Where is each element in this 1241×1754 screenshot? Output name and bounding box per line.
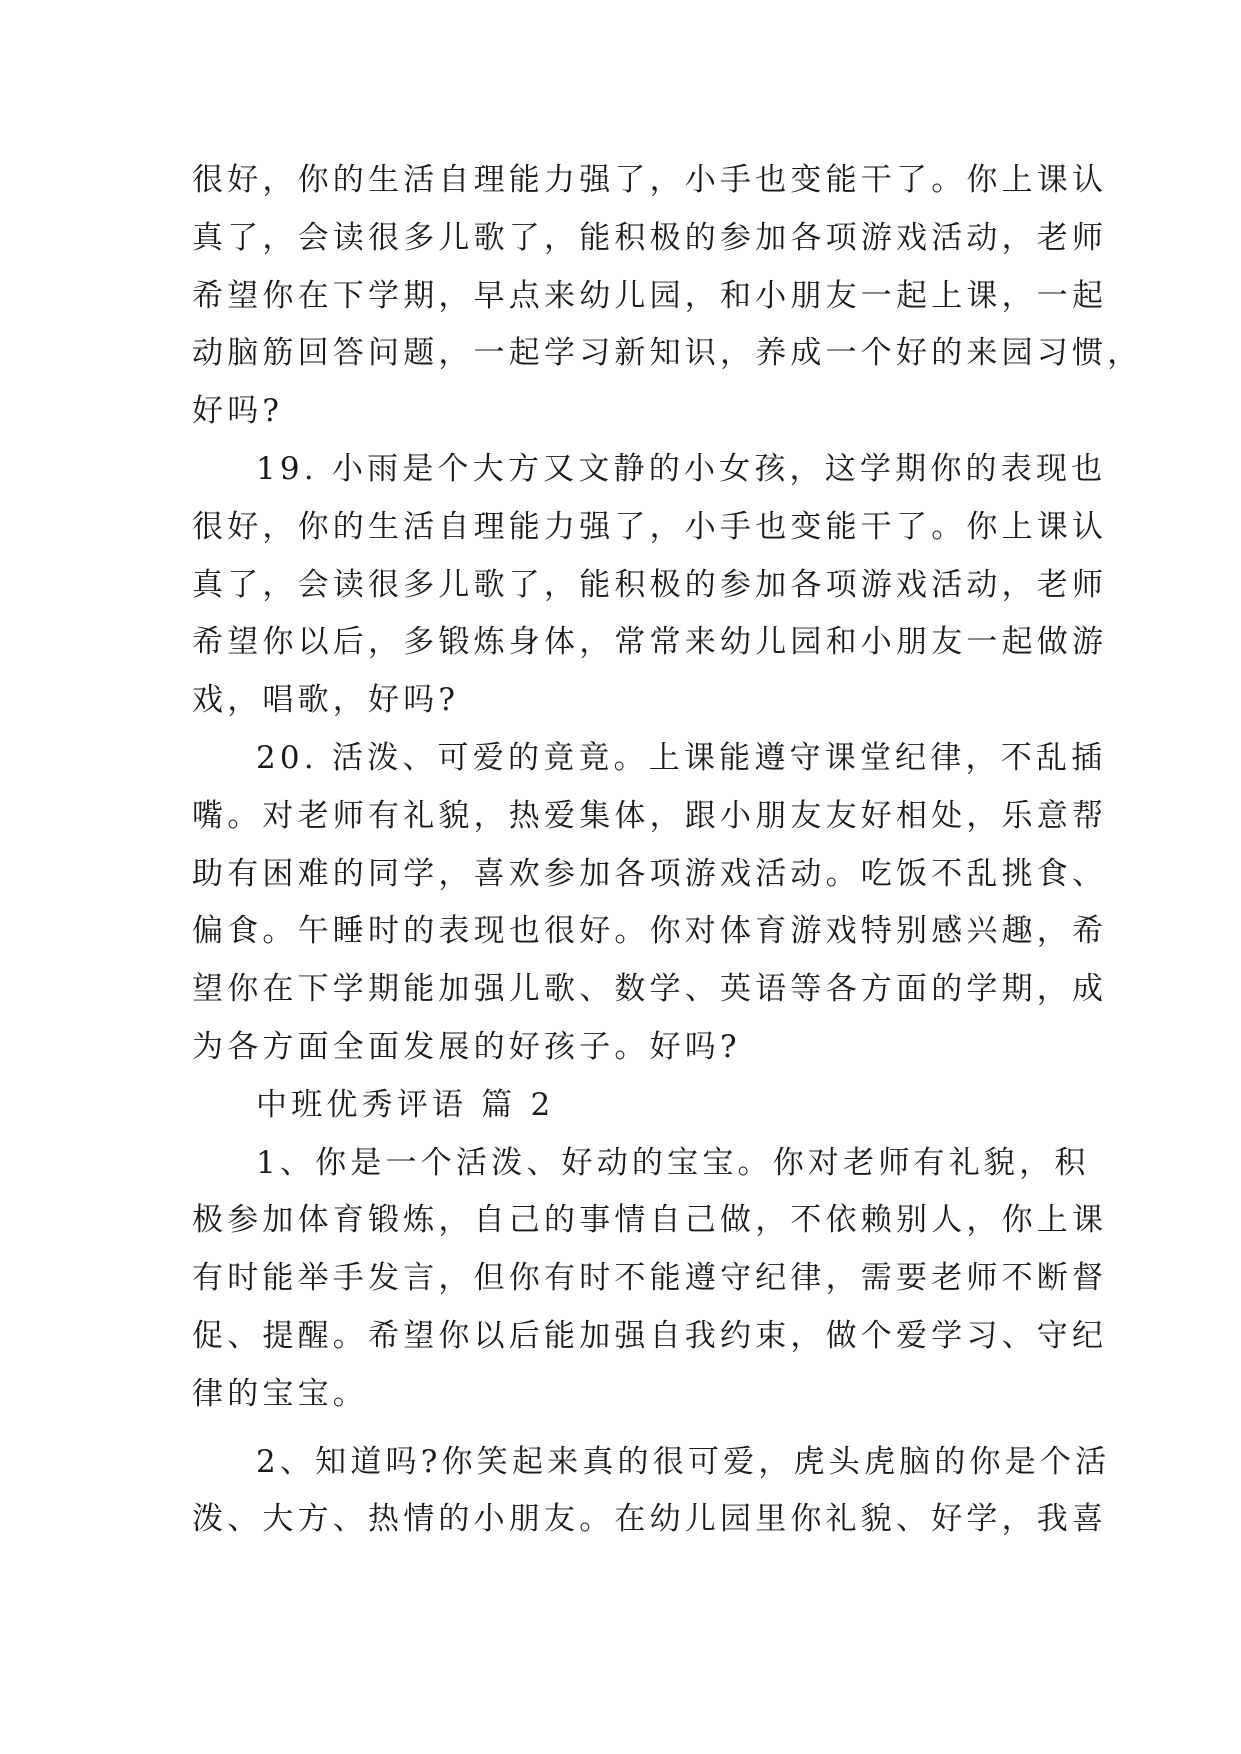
paragraph-line: 为各方面全面发展的好孩子。好吗?	[192, 1028, 741, 1065]
paragraph-line: 戏，唱歌，好吗?	[192, 682, 460, 719]
paragraph-line: 20. 活泼、可爱的竟竟。上课能遵守课堂纪律，不乱插	[256, 739, 1107, 776]
paragraph-line: 真了，会读很多儿歌了，能积极的参加各项游戏活动，老师	[192, 566, 1108, 603]
paragraph-gap	[192, 1424, 1062, 1434]
document-body	[192, 152, 1143, 1549]
paragraph-line: 希望你以后，多锻炼身体，常常来幼儿园和小朋友一起做游	[192, 624, 1108, 661]
paragraph-line: 真了，会读很多儿歌了，能积极的参加各项游戏活动，老师	[192, 219, 1108, 256]
paragraph-line: 希望你在下学期，早点来幼儿园，和小朋友一起上课，一起	[192, 277, 1108, 314]
paragraph-line: 19. 小雨是个大方又文静的小女孩，这学期你的表现也	[256, 450, 1107, 487]
paragraph-line: 1、你是一个活泼、好动的宝宝。你对老师有礼貌，积	[256, 1144, 1090, 1181]
paragraph-line: 律的宝宝。	[192, 1375, 368, 1412]
paragraph-line: 有时能举手发言，但你有时不能遵守纪律，需要老师不断督	[192, 1260, 1108, 1297]
paragraph-line: 嘴。对老师有礼貌，热爱集体，跟小朋友友好相处，乐意帮	[192, 797, 1108, 834]
paragraph-line: 2、知道吗?你笑起来真的很可爱，虎头虎脑的你是个活	[256, 1443, 1111, 1480]
paragraph-line: 很好，你的生活自理能力强了，小手也变能干了。你上课认	[192, 508, 1108, 545]
paragraph-line: 很好，你的生活自理能力强了，小手也变能干了。你上课认	[192, 162, 1108, 198]
paragraph-line: 望你在下学期能加强儿歌、数学、英语等各方面的学期，成	[192, 971, 1108, 1008]
paragraph-line: 好吗?	[192, 393, 284, 430]
paragraph-line: 偏食。午睡时的表现也很好。你对体育游戏特别感兴趣，希	[192, 913, 1108, 950]
paragraph-line: 动脑筋回答问题，一起学习新知识，养成一个好的来园习惯，	[192, 335, 1143, 372]
paragraph-line: 泼、大方、热情的小朋友。在幼儿园里你礼貌、好学，我喜	[192, 1501, 1108, 1538]
paragraph-line: 促、提醒。希望你以后能加强自我约束，做个爱学习、守纪	[192, 1317, 1108, 1354]
paragraph-line: 助有困难的同学，喜欢参加各项游戏活动。吃饭不乱挑食、	[192, 855, 1108, 892]
section-heading: 中班优秀评语 篇 2	[256, 1086, 555, 1123]
paragraph-line: 极参加体育锻炼，自己的事情自己做，不依赖别人，你上课	[192, 1202, 1108, 1239]
